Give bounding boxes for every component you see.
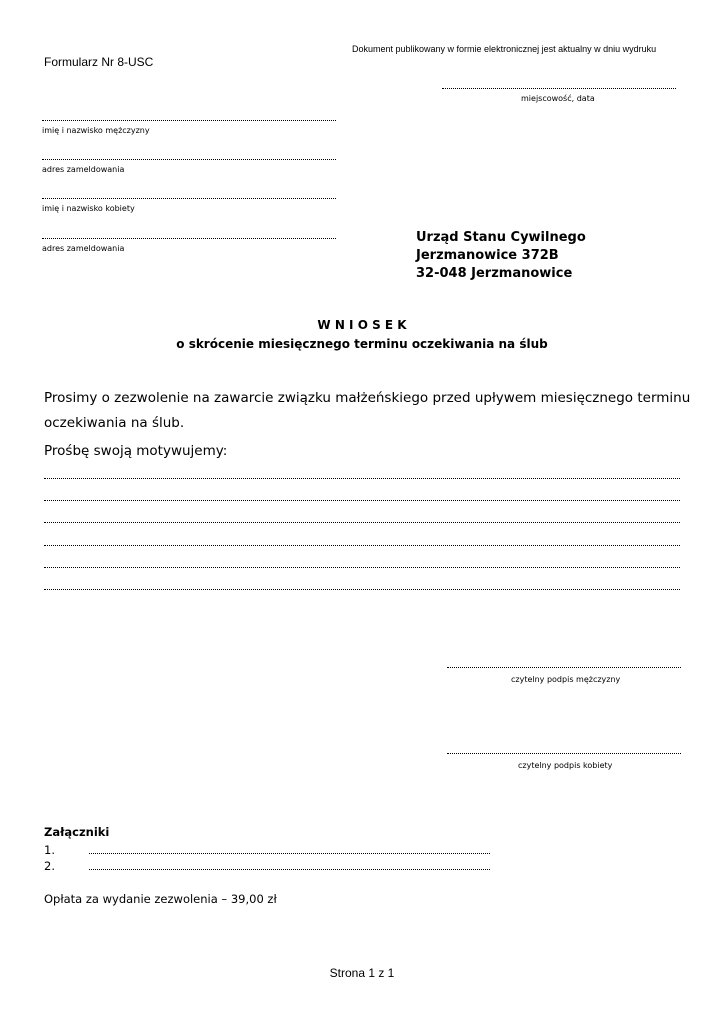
request-text-line2: oczekiwania na ślub.: [44, 415, 185, 431]
attachment-line: [89, 853, 490, 854]
place-date-line: [442, 88, 676, 89]
woman-signature-label: czytelny podpis kobiety: [518, 761, 613, 770]
form-number: Formularz Nr 8-USC: [44, 55, 154, 69]
man-name-line: [42, 120, 336, 121]
woman-address-label: adres zameldowania: [42, 244, 125, 253]
man-address-label: adres zameldowania: [42, 165, 125, 174]
document-subtitle: o skrócenie miesięcznego terminu oczekiwania na ślub: [176, 337, 548, 351]
motivation-line: [44, 522, 680, 523]
request-text-line1: Prosimy o zezwolenie na zawarcie związku małżeńskiego przed upływem miesięcznego terminu: [44, 390, 691, 406]
motivation-line: [44, 500, 680, 501]
office-street: Jerzmanowice 372B: [416, 248, 559, 263]
motivation-line: [44, 567, 680, 568]
place-date-label: miejscowość, data: [521, 94, 595, 103]
fee-text: Opłata za wydanie zezwolenia – 39,00 zł: [44, 892, 277, 906]
document-title: W N I O S E K: [317, 318, 407, 332]
office-name: Urząd Stanu Cywilnego: [416, 230, 586, 245]
man-name-label: imię i nazwisko mężczyzny: [42, 126, 150, 135]
attachment-number: 2.: [44, 859, 55, 873]
woman-name-line: [42, 198, 336, 199]
motivation-line: [44, 545, 680, 546]
attachment-number: 1.: [44, 843, 55, 857]
attachment-line: [89, 869, 490, 870]
man-signature-label: czytelny podpis mężczyzny: [511, 675, 621, 684]
woman-name-label: imię i nazwisko kobiety: [42, 204, 135, 213]
page-number: Strona 1 z 1: [329, 966, 395, 980]
woman-signature-line: [447, 753, 681, 754]
man-address-line: [42, 159, 336, 160]
attachments-heading: Załączniki: [44, 825, 110, 839]
woman-address-line: [42, 238, 336, 239]
motivation-line: [44, 589, 680, 590]
man-signature-line: [447, 667, 681, 668]
motivation-label: Prośbę swoją motywujemy:: [44, 443, 228, 459]
office-city: 32-048 Jerzmanowice: [416, 266, 573, 281]
publication-notice: Dokument publikowany w formie elektronicznej jest aktualny w dniu wydruku: [352, 44, 657, 54]
motivation-line: [44, 478, 680, 479]
